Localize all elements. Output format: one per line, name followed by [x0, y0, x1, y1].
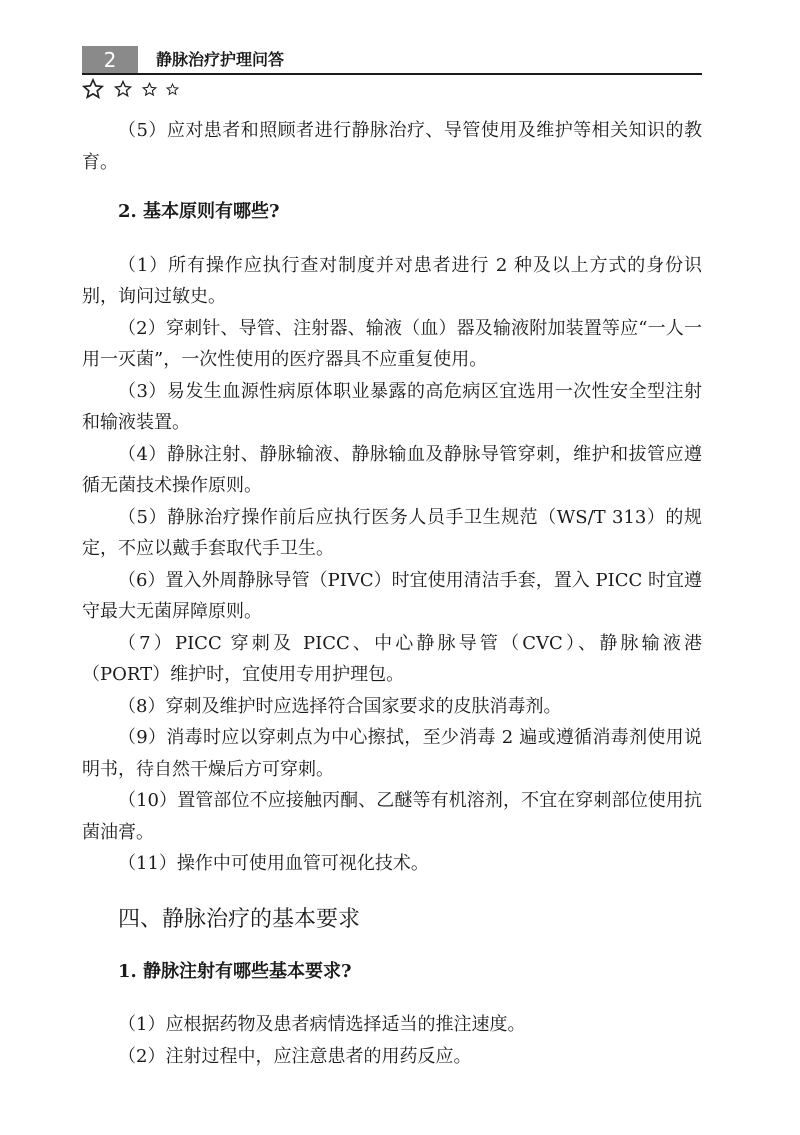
list-item: （1）所有操作应执行查对制度并对患者进行 2 种及以上方式的身份识别，询问过敏史。 [82, 254, 702, 307]
list-item: （1）应根据药物及患者病情选择适当的推注速度。 [118, 1014, 526, 1035]
list-item: （9）消毒时应以穿刺点为中心擦拭，至少消毒 2 遍或遵循消毒剂使用说明书，待自然干燥后方可穿刺。 [82, 727, 702, 780]
paragraph: （5）应对患者和照顾者进行静脉治疗、导管使用及维护等相关知识的教育。 [82, 120, 702, 173]
list-item: （4）静脉注射、静脉输液、静脉输血及静脉导管穿刺，维护和拔管应遵循无菌技术操作原则。 [82, 443, 702, 496]
page-header [82, 46, 702, 74]
list-item: （11）操作中可使用血管可视化技术。 [118, 853, 429, 874]
section-heading: 四、静脉治疗的基本要求 [118, 906, 361, 932]
list-item: （6）置入外周静脉导管（PIVC）时宜使用清洁手套，置入 PICC 时宜遵守最大无菌屏障原则。 [82, 569, 702, 622]
page-number: 2 [82, 46, 138, 74]
list-item: （5）静脉治疗操作前后应执行医务人员手卫生规范（WS/T 313）的规定，不应以戴手套取代手卫生。 [82, 506, 702, 559]
star-outline-icon [82, 78, 104, 100]
page-body [82, 115, 702, 1072]
list-item: （10）置管部位不应接触丙酮、乙醚等有机溶剂，不宜在穿刺部位使用抗菌油膏。 [82, 790, 702, 843]
list-item: （7）PICC 穿刺及 PICC、中心静脉导管（CVC）、静脉输液港（PORT）维护时，宜使用专用护理包。 [82, 632, 702, 685]
list-item: （3）易发生血源性病原体职业暴露的高危病区宜选用一次性安全型注射和输液装置。 [82, 380, 702, 433]
question-heading: 1. 静脉注射有哪些基本要求? [118, 960, 352, 982]
running-title: 静脉治疗护理问答 [156, 50, 285, 69]
list-item: （2）穿刺针、导管、注射器、输液（血）器及输液附加装置等应“一人一用一灭菌”，一次性使用的医疗器具不应重复使用。 [82, 317, 702, 370]
header-rule [82, 73, 702, 75]
star-outline-icon [142, 82, 157, 97]
star-outline-icon [114, 80, 132, 98]
star-outline-icon [166, 83, 179, 96]
question-heading: 2. 基本原则有哪些? [118, 201, 280, 222]
list-item: （8）穿刺及维护时应选择符合国家要求的皮肤消毒剂。 [118, 695, 562, 717]
list-item: （2）注射过程中，应注意患者的用药反应。 [118, 1045, 472, 1067]
